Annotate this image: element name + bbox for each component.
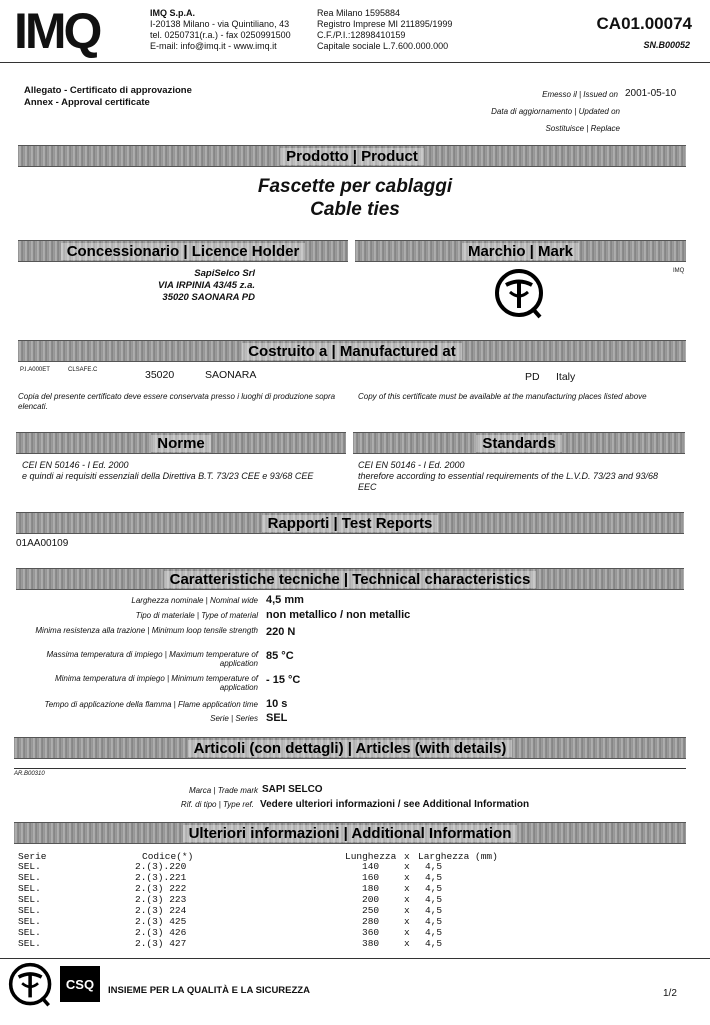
standards-band-title: Standards <box>476 435 561 452</box>
tech-label: Serie | Series <box>210 714 258 723</box>
footer-divider <box>0 958 710 959</box>
norme-band-title: Norme <box>151 435 211 452</box>
row-larghezza: 4,5 <box>425 927 443 938</box>
company-name: IMQ S.p.A. <box>150 8 195 18</box>
tech-value: 85 °C <box>266 650 294 662</box>
col-lunghezza: Lunghezza <box>345 851 397 862</box>
tech-value: SEL <box>266 712 288 724</box>
tech-value: 220 N <box>266 626 296 638</box>
row-larghezza: 4,5 <box>425 905 443 916</box>
row-lunghezza: 180 <box>362 883 380 894</box>
company-email: E-mail: info@imq.it - www.imq.it <box>150 41 277 51</box>
registry-block <box>317 8 452 52</box>
holder-band-title: Concessionario | Licence Holder <box>61 243 306 260</box>
row-lunghezza: 280 <box>362 916 380 927</box>
replace-label: Sostituisce | Replace <box>545 124 620 133</box>
plant-prov: PD <box>525 371 540 383</box>
row-x: x <box>404 861 410 872</box>
row-larghezza: 4,5 <box>425 872 443 883</box>
row-x: x <box>404 938 410 949</box>
row-x: x <box>404 894 410 905</box>
additional-band <box>14 822 686 844</box>
trade-mark-value: SAPI SELCO <box>262 784 323 795</box>
row-x: x <box>404 872 410 883</box>
norme-std: CEI EN 50146 - I Ed. 2000 <box>22 460 129 470</box>
standards-block <box>358 460 676 493</box>
product-name-en: Cable ties <box>310 199 400 220</box>
tech-label: Minima resistenza alla trazione | Minimum loop tensile strength <box>35 626 258 635</box>
col-larghezza: Larghezza (mm) <box>418 851 498 862</box>
registro: Registro Imprese MI 211895/1999 <box>317 19 453 29</box>
articles-band-title: Articoli (con dettagli) | Articles (with details) <box>188 740 513 757</box>
updated-label: Data di aggiornamento | Updated on <box>491 107 620 116</box>
standards-band <box>353 432 685 454</box>
col-serie: Serie <box>18 851 47 862</box>
issued-value: 2001-05-10 <box>625 88 677 99</box>
trade-mark-label: Marca | Trade mark <box>188 786 258 795</box>
norme-text: e quindi ai requisiti essenziali della Direttiva B.T. 73/23 CEE e 93/68 CEE <box>22 471 314 481</box>
row-larghezza: 4,5 <box>425 916 443 927</box>
mark-band-title: Marchio | Mark <box>462 243 579 260</box>
norme-block <box>22 460 340 482</box>
row-lunghezza: 160 <box>362 872 380 883</box>
plant-code-1: P.I.A000ET <box>20 367 50 373</box>
serial-number: SN.B00052 <box>643 40 690 50</box>
technical-band <box>16 568 684 590</box>
company-phone: tel. 0250731(r.a.) - fax 0250991500 <box>150 30 291 40</box>
capitale: Capitale sociale L.7.600.000.000 <box>317 41 449 51</box>
standards-std: CEI EN 50146 - I Ed. 2000 <box>358 460 465 470</box>
row-codice: 2.(3) 223 <box>135 894 187 905</box>
report-code: 01AA00109 <box>16 538 69 549</box>
articles-band <box>14 737 686 759</box>
product-band-title: Prodotto | Product <box>280 148 424 165</box>
row-serie: SEL. <box>18 883 41 894</box>
row-larghezza: 4,5 <box>425 861 443 872</box>
articles-divider <box>14 768 686 769</box>
row-serie: SEL. <box>18 861 41 872</box>
row-lunghezza: 200 <box>362 894 380 905</box>
tech-label: Larghezza nominale | Nominal wide <box>131 596 258 605</box>
holder-city: 35020 SAONARA PD <box>162 292 255 303</box>
row-larghezza: 4,5 <box>425 883 443 894</box>
row-lunghezza: 380 <box>362 938 380 949</box>
row-serie: SEL. <box>18 872 41 883</box>
reports-band <box>16 512 684 534</box>
tech-value: 10 s <box>266 698 288 710</box>
row-codice: 2.(3).221 <box>135 872 187 883</box>
holder-band <box>18 240 348 262</box>
imq-footer-mark-icon <box>8 962 54 1008</box>
plant-code-2: CLSAFE.C <box>68 367 98 373</box>
mark-band <box>355 240 686 262</box>
manufactured-band-title: Costruito a | Manufactured at <box>242 343 462 360</box>
row-codice: 2.(3) 426 <box>135 927 187 938</box>
codice-fiscale: C.F./P.I.:12898410159 <box>317 30 406 40</box>
additional-band-title: Ulteriori informazioni | Additional Information <box>183 825 518 842</box>
row-serie: SEL. <box>18 938 41 949</box>
row-lunghezza: 250 <box>362 905 380 916</box>
tech-value: 4,5 mm <box>266 594 304 606</box>
manufactured-note-en: Copy of this certificate must be available at the manufacturing places listed above <box>358 392 647 401</box>
issued-label: Emesso il | Issued on <box>542 90 618 99</box>
row-codice: 2.(3).220 <box>135 861 187 872</box>
mark-code: IMQ <box>673 268 685 274</box>
manufactured-note-it: Copia del presente certificato deve essere conservata presso i luoghi di produzione sopra elencati. <box>18 392 336 411</box>
row-x: x <box>404 916 410 927</box>
col-codice: Codice(*) <box>142 851 194 862</box>
plant-country: Italy <box>556 371 576 383</box>
row-lunghezza: 360 <box>362 927 380 938</box>
plant-city: SAONARA <box>205 369 257 381</box>
company-block <box>150 8 291 52</box>
annex-title <box>24 85 192 109</box>
imq-mark-icon <box>494 268 546 320</box>
annex-line-en: Annex - Approval certificate <box>24 97 150 108</box>
company-address: I-20138 Milano - via Quintiliano, 43 <box>150 19 290 29</box>
cert-number: CA01.00074 <box>596 14 692 33</box>
type-ref-value: Vedere ulteriori informazioni / see Additional Information <box>260 799 530 810</box>
tech-label: Tempo di applicazione della flamma | Flame application time <box>44 700 258 709</box>
technical-band-title: Caratteristiche tecniche | Technical characteristics <box>164 571 537 588</box>
row-serie: SEL. <box>18 894 41 905</box>
row-codice: 2.(3) 425 <box>135 916 187 927</box>
plant-cap: 35020 <box>145 369 175 381</box>
type-ref-label: Rif. di tipo | Type ref. <box>180 800 254 809</box>
tech-label: Tipo di materiale | Type of material <box>135 611 258 620</box>
product-band <box>18 145 686 167</box>
tech-label: Minima temperatura di impiego | Minimum temperature of application <box>54 674 258 692</box>
reports-band-title: Rapporti | Test Reports <box>262 515 439 532</box>
tech-value: - 15 °C <box>266 674 301 686</box>
row-serie: SEL. <box>18 916 41 927</box>
footer-slogan: INSIEME PER LA QUALITÀ E LA SICUREZZA <box>108 985 310 996</box>
annex-line-it: Allegato - Certificato di approvazione <box>24 85 192 96</box>
row-serie: SEL. <box>18 905 41 916</box>
holder-street: VIA IRPINIA 43/45 z.a. <box>158 280 255 291</box>
rea: Rea Milano 1595884 <box>317 8 401 18</box>
imq-logo: IMQ <box>14 3 100 59</box>
row-x: x <box>404 927 410 938</box>
row-lunghezza: 140 <box>362 861 380 872</box>
row-serie: SEL. <box>18 927 41 938</box>
page-number: 1/2 <box>663 988 677 999</box>
holder-name: SapiSelco Srl <box>194 268 255 279</box>
row-x: x <box>404 905 410 916</box>
holder-address <box>110 268 255 304</box>
row-x: x <box>404 883 410 894</box>
csq-logo <box>60 966 100 1002</box>
row-codice: 2.(3) 222 <box>135 883 187 894</box>
tech-value: non metallico / non metallic <box>266 609 411 621</box>
article-code: AR.B00310 <box>14 771 45 777</box>
standards-text: therefore according to essential requirements of the L.V.D. 73/23 and 93/68 EEC <box>358 471 659 492</box>
header-divider <box>0 62 710 63</box>
row-codice: 2.(3) 224 <box>135 905 187 916</box>
col-x: x <box>404 851 410 862</box>
row-codice: 2.(3) 427 <box>135 938 187 949</box>
row-larghezza: 4,5 <box>425 894 443 905</box>
product-name-it: Fascette per cablaggi <box>257 176 453 197</box>
row-larghezza: 4,5 <box>425 938 443 949</box>
manufactured-band <box>18 340 686 362</box>
norme-band <box>16 432 346 454</box>
tech-label: Massima temperatura di impiego | Maximum temperature of application <box>46 650 258 668</box>
csq-logo-text: CSQ <box>65 976 95 992</box>
